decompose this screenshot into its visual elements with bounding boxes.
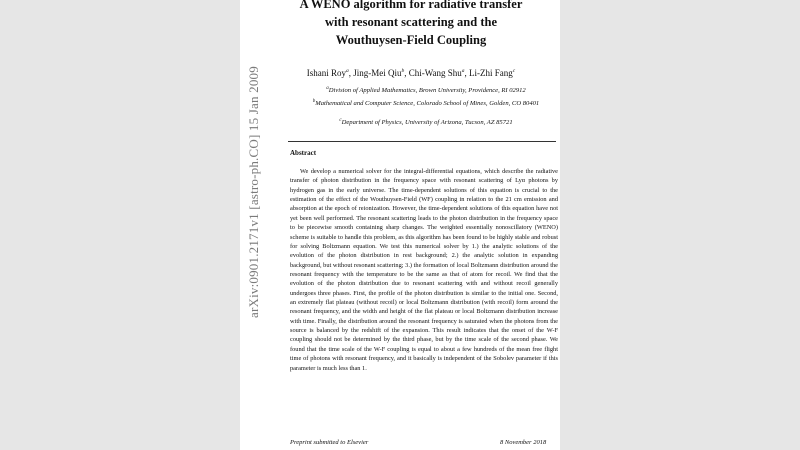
author-affil-mark: a [346,68,349,74]
author-list: Ishani Roy$^a$, Jing-Mei Qiu$^b$, Chi-Wang Shu$^a$, Li-Zhi Fang$^c$ [306,68,516,78]
title-line: Wouthuysen-Field Coupling [335,33,487,47]
affiliation [296,116,556,127]
author-name: Jing-Mei Qiu [353,68,402,78]
affiliation-mark: a [326,86,329,91]
author-name: Ishani Roy [306,68,346,78]
author-name: Chi-Wang Shu [408,68,462,78]
author-affil-mark: b [401,68,405,74]
affiliation-text: Mathematical and Computer Science, Colorado School of Mines, Golden, CO 80401 [315,100,540,108]
affiliation-text: Department of Physics, University of Arizona, Tucson, AZ 85721 [341,119,513,127]
title-line: with resonant scattering and the [325,15,497,29]
author-affil-mark: c [512,68,516,74]
abstract-top-rule [288,141,556,142]
arxiv-identifier[interactable]: arXiv:0901.2171v1 [astro-ph.CO] 15 Jan 2009 [246,66,261,318]
preprint-date: 8 November 2018 [500,439,547,446]
abstract-body [290,167,558,373]
preprint-note: Preprint submitted to Elsevier [290,439,369,446]
author-name: Li-Zhi Fang [469,68,513,78]
paper-title [286,0,536,49]
affiliation-mark: c [339,118,342,123]
abstract-heading: Abstract [290,149,317,157]
affiliation-text: Division of Applied Mathematics, Brown University, Providence, RI 02912 [328,87,526,95]
affiliation [296,97,556,108]
affiliation-mark: b [312,99,316,104]
abstract-paragraph: We develop a numerical solver for the integral-differential equations, which describe the radiative transfer of photon distribution in the frequency space with resonant scattering of Lyα photons by hydrogen gas in the early universe. The time-dependent solutions of this equation is crucial to the estimation of the effect of the Wouthuysen-Field (WF) coupling in relation to the 21 cm emission and absorption at the epoch of reionization. However, the time-dependent solutions of this equation have not yet been well performed. The resonant scattering leads to the photon distribution in the frequency space to be piecewise smooth containing sharp changes. The weighted essentially nonoscillatory (WENO) scheme is suitable to handle this problem, as this algorithm has been found to be highly stable and robust for solving Boltzmann equation. We test this numerical solver by 1.) the analytic solutions of the evolution of the photon distribution in rest background; 2.) the analytic solution in expanding background, but without resonant scattering; 3.) the formation of local Boltzmann distribution around the resonant frequency with the temperature to be the same as that of atom for recoil. We find that the evolution of the photon distribution due to resonant scattering with and without recoil generally undergoes three phases. First, the profile of the photon distribution is similar to the initial one. Second, an extremely flat plateau (without recoil) or local Boltzmann distribution (with recoil) form around the resonant frequency, and the width and height of the flat plateau or local Boltzmann distribution increase with time. Finally, the distribution around the resonant frequency is saturated when the photons from the source is balanced by the redshift of the expansion. This result indicates that the onset of the W-F coupling should not be determined by the third phase, but by the time scale of the second phase. We found that the time scale of the W-F coupling is equal to about a few hundreds of the mean free flight time of photons with resonant frequency, and it basically is independent of the Sobolev parameter if this parameter is much less than 1. [290,168,558,372]
author-affil-mark: a [461,68,465,74]
affiliation [296,84,556,95]
title-line: A WENO algorithm for radiative transfer [299,0,523,11]
